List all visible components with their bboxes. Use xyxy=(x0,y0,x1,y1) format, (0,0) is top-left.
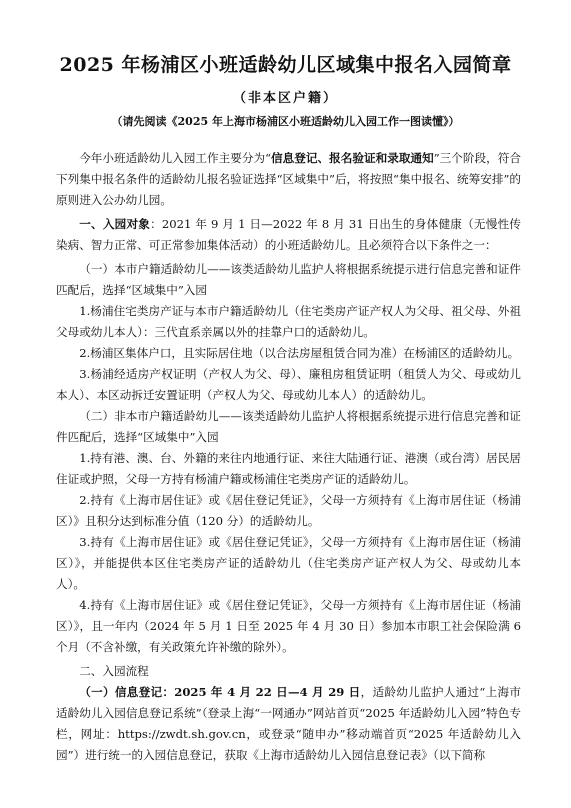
section1-text: 2021 年 9 月 1 日—2022 年 8 月 31 日出生的身体健康（无慢性传染病、智力正常、可正常参加集体活动）的小班适龄幼儿。且必须符合以下条件之一： xyxy=(56,217,521,252)
intro-text-tail: ”三个阶段，符合下列集中报名条件的适龄幼儿报名验证选择“区域集中”后，将按照“集中报名、统筹安排”的原则进入公办幼儿园。 xyxy=(56,151,521,207)
document-body xyxy=(56,148,521,766)
document-subtitle: （非本区户籍） xyxy=(232,91,338,106)
step1-date: 2025 年 4 月 22 日—4 月 29 日 xyxy=(174,685,361,699)
section2-heading: 二、入园流程 xyxy=(79,664,149,678)
section1-paragraph xyxy=(56,214,521,256)
sub2-item-4: 4.持有《上海市居住证》或《居住登记凭证》，父母一方须持有《上海市居住证（杨浦区）》，且一年内（2024 年 5 月 1 日至 2025 年 4 月 30 日）参加本市职工社会保险满 6 个月（不含补缴，有关政策允许补缴的除外）。 xyxy=(56,598,521,654)
sub2-item-3: 3.持有《上海市居住证》或《居住登记凭证》，父母一方须持有《上海市居住证（杨浦区）》，并能提供本区住宅类房产证的适龄幼儿（住宅类房产证产权人为父、母或幼儿本人）。 xyxy=(56,535,521,591)
step1-paragraph xyxy=(56,682,521,766)
intro-text: 今年小班适龄幼儿入园工作主要分为“ xyxy=(79,151,272,165)
sub2-item-1: 1.持有港、澳、台、外籍的来往内地通行证、来往大陆通行证、港澳（或台湾）居民居住证或护照，父母一方持有杨浦户籍或杨浦住宅类房产证的适龄幼儿。 xyxy=(56,451,521,486)
step1-label: （一）信息登记： xyxy=(79,685,175,699)
section1-heading: 一、入园对象 xyxy=(79,217,151,231)
step1-text: ，适龄幼儿监护人通过“上海市适龄幼儿入园信息登记系统”（登录上海“一网通办”网站首页“2025 年适龄幼儿入园”特色专栏，网址：https://zwdt.sh.gov.cn，或登录“随申办”移动端首页“2025 年适龄幼儿入园”）进行统一的入园信息登记，获取《上海市适龄幼儿入园信息登记表》（以下简称 xyxy=(56,685,521,762)
sub1-item-1: 1.杨浦住宅类房产证与本市户籍适龄幼儿（住宅类房产证产权人为父母、祖父母、外祖父母或幼儿本人）：三代直系亲属以外的挂靠户口的适龄幼儿。 xyxy=(56,304,521,339)
sub2-item-2: 2.持有《上海市居住证》或《居住登记凭证》，父母一方须持有《上海市居住证（杨浦区）》且积分达到标准分值（120 分）的适龄幼儿。 xyxy=(56,493,521,528)
section1-colon: ： xyxy=(150,217,162,231)
sub2-heading: （二）非本市户籍适龄幼儿——该类适龄幼儿监护人将根据系统提示进行信息完善和证件匹配后，选择“区域集中”入园 xyxy=(56,409,521,444)
sub1-heading: （一）本市户籍适龄幼儿——该类适龄幼儿监护人将根据系统提示进行信息完善和证件匹配后，选择“区域集中”入园 xyxy=(56,262,521,297)
sub1-item-3: 3.杨浦经适房产权证明（产权人为父、母）、廉租房租赁证明（租赁人为父、母或幼儿本人）、本区动拆迁安置证明（产权人为父、母或幼儿本人）的适龄幼儿。 xyxy=(56,367,521,402)
document-title: 2025 年杨浦区小班适龄幼儿区域集中报名入园简章 xyxy=(59,54,512,76)
reading-note: （请先阅读《2025 年上海市杨浦区小班适龄幼儿入园工作一图读懂》） xyxy=(111,115,460,128)
intro-paragraph xyxy=(56,148,521,211)
sub1-item-2: 2.杨浦区集体户口，且实际居住地（以合法房屋租赁合同为准）在杨浦区的适龄幼儿。 xyxy=(79,346,520,360)
intro-stages: 信息登记、报名验证和录取通知 xyxy=(271,151,434,165)
